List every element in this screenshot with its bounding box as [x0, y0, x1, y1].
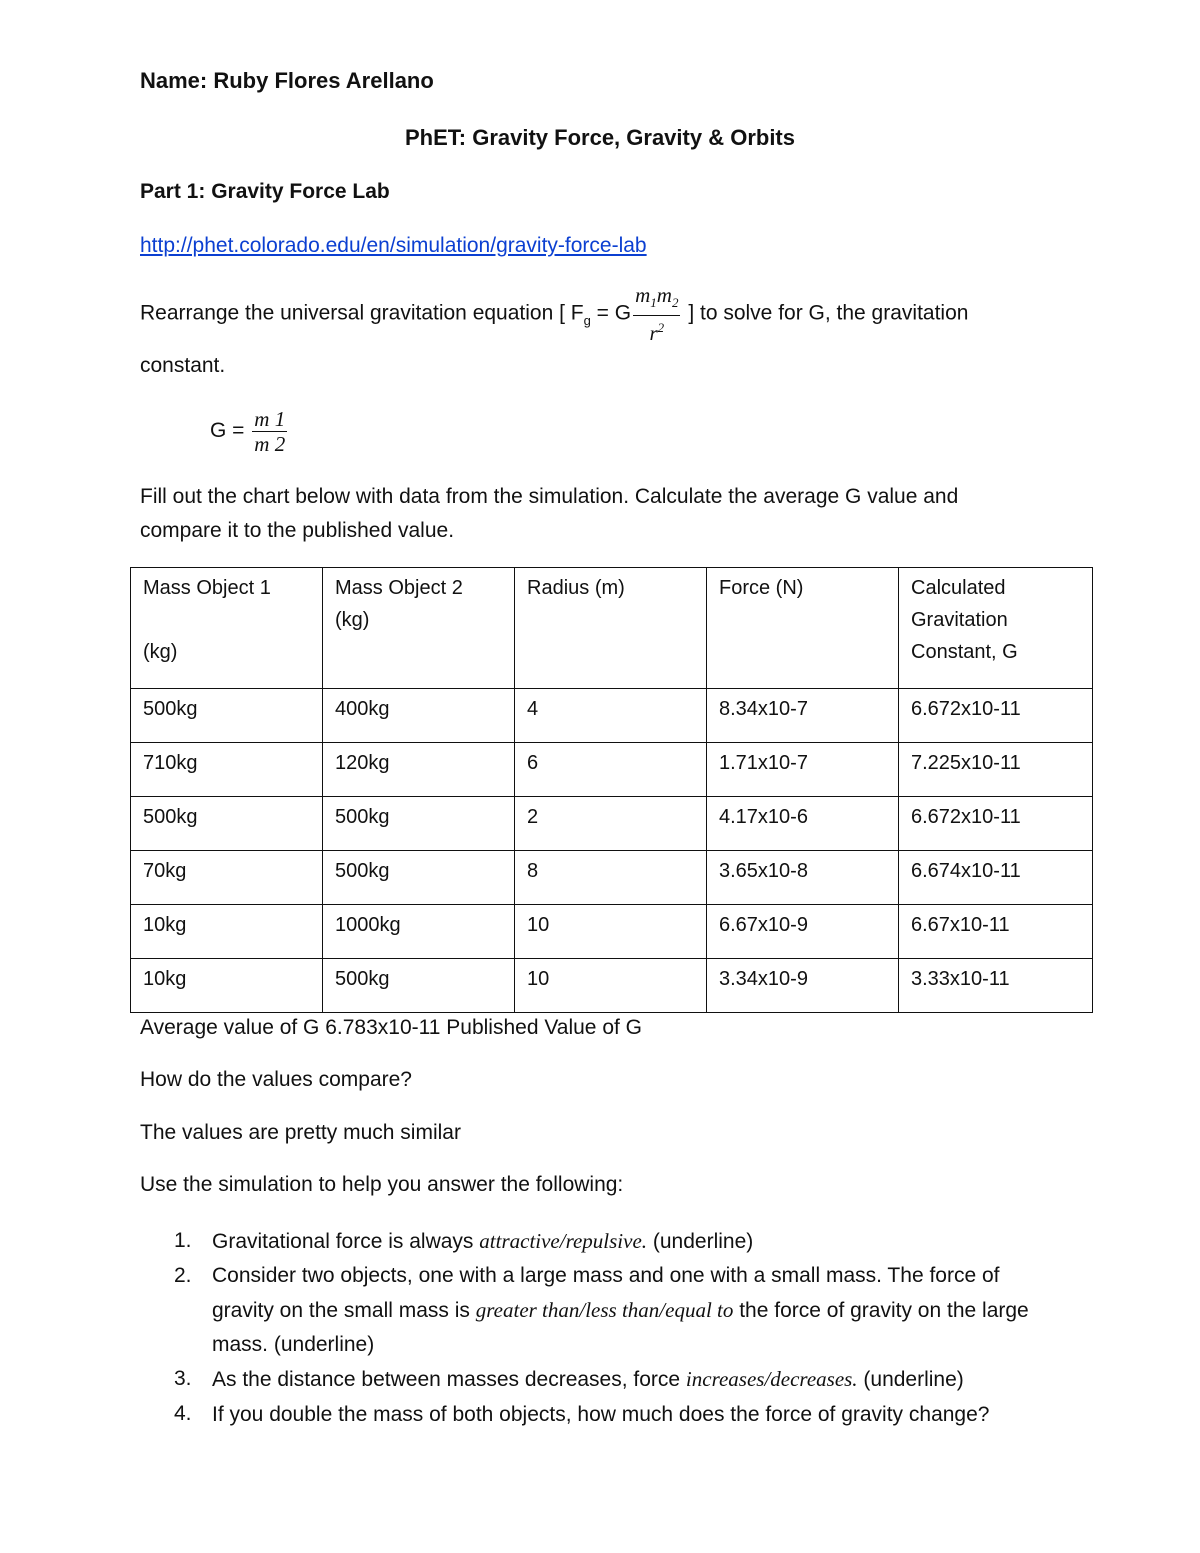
list-item — [140, 1224, 1060, 1259]
cell-radius[interactable]: 10 — [515, 905, 707, 959]
question-text: If you double the mass of both objects, how much does the force of gravity change? — [212, 1403, 990, 1426]
equation-eq-g: = G — [590, 301, 632, 325]
table-row — [131, 743, 1093, 797]
cell-radius[interactable]: 10 — [515, 959, 707, 1013]
cell-mass-2[interactable]: 400kg — [323, 689, 515, 743]
page-title: PhET: Gravity Force, Gravity & Orbits — [404, 125, 795, 150]
table-row — [131, 959, 1093, 1013]
question-choices: attractive/repulsive. — [479, 1229, 648, 1253]
question-choices: greater than/less than/equal to — [475, 1298, 734, 1322]
simulation-link[interactable]: http://phet.colorado.edu/en/simulation/gravity-force-lab — [140, 234, 647, 257]
instructions-line-1: Fill out the chart below with data from the simulation. Calculate the average G value and — [140, 485, 959, 508]
cell-radius[interactable]: 8 — [515, 851, 707, 905]
table-row — [131, 905, 1093, 959]
question-list — [140, 1224, 1060, 1432]
equation-line — [140, 284, 968, 344]
header-radius: Radius (m) — [515, 568, 707, 689]
numerator-sub2: 2 — [671, 295, 679, 311]
numerator-m2: m — [656, 283, 672, 307]
cell-mass-2[interactable]: 500kg — [323, 851, 515, 905]
list-item — [140, 1259, 1060, 1362]
cell-mass-2[interactable]: 500kg — [323, 797, 515, 851]
cell-mass-1[interactable]: 10kg — [131, 905, 323, 959]
question-number: 4. — [174, 1402, 192, 1425]
cell-mass-1[interactable]: 500kg — [131, 689, 323, 743]
question-text: Consider two objects, one with a large mass and one with a small mass. The force of gravity on the small mass is — [212, 1264, 1000, 1322]
cell-mass-1[interactable]: 500kg — [131, 797, 323, 851]
cell-radius[interactable]: 2 — [515, 797, 707, 851]
header-calculated-g: Calculated Gravitation Constant, G — [899, 568, 1093, 689]
cell-g[interactable]: 6.672x10-11 — [899, 797, 1093, 851]
question-text-end: the force of gravity on the large mass. (underline) — [212, 1299, 1029, 1356]
use-simulation-prompt: Use the simulation to help you answer the following: — [140, 1173, 624, 1196]
list-item — [140, 1362, 1060, 1397]
denominator-exp: 2 — [657, 320, 665, 336]
cell-force[interactable]: 6.67x10-9 — [707, 905, 899, 959]
numerator-sub1: 1 — [650, 295, 657, 311]
compare-answer: The values are pretty much similar — [140, 1121, 461, 1144]
cell-force[interactable]: 4.17x10-6 — [707, 797, 899, 851]
answer-denominator: m 2 — [254, 432, 286, 456]
header-mass-object-2: Mass Object 2 (kg) — [323, 568, 515, 689]
table-row — [131, 851, 1093, 905]
question-number: 3. — [174, 1367, 192, 1390]
question-number: 1. — [174, 1229, 192, 1252]
cell-radius[interactable]: 6 — [515, 743, 707, 797]
cell-mass-2[interactable]: 120kg — [323, 743, 515, 797]
cell-g[interactable]: 6.672x10-11 — [899, 689, 1093, 743]
cell-g[interactable]: 6.67x10-11 — [899, 905, 1093, 959]
table-header-row — [131, 568, 1093, 689]
question-text-end: (underline) — [857, 1368, 964, 1391]
cell-mass-1[interactable]: 70kg — [131, 851, 323, 905]
table-row — [131, 797, 1093, 851]
question-choices: increases/decreases. — [685, 1367, 858, 1391]
cell-mass-2[interactable]: 500kg — [323, 959, 515, 1013]
compare-question: How do the values compare? — [140, 1068, 412, 1091]
answer-numerator: m 1 — [254, 407, 286, 431]
equation-continuation: constant. — [140, 354, 226, 377]
average-g-line: Average value of G 6.783x10-11 Published Value of G — [140, 1016, 643, 1039]
cell-force[interactable]: 3.65x10-8 — [707, 851, 899, 905]
question-text: As the distance between masses decreases, force — [212, 1368, 686, 1391]
question-number: 2. — [174, 1264, 192, 1287]
equation-lead: Rearrange the universal gravitation equation [ F — [140, 301, 584, 325]
part-heading: Part 1: Gravity Force Lab — [140, 180, 390, 203]
list-item — [140, 1397, 1060, 1432]
cell-force[interactable]: 8.34x10-7 — [707, 689, 899, 743]
equation-sub-g: g — [583, 312, 591, 328]
instructions-line-2: compare it to the published value. — [140, 519, 455, 542]
student-name: Name: Ruby Flores Arellano — [140, 68, 434, 93]
answer-equation — [210, 408, 289, 455]
question-text: Gravitational force is always — [212, 1230, 480, 1253]
data-table — [130, 567, 1093, 1013]
answer-fraction — [252, 408, 287, 455]
cell-mass-1[interactable]: 710kg — [131, 743, 323, 797]
gravity-fraction — [633, 284, 680, 344]
numerator-m1: m — [635, 283, 651, 307]
cell-g[interactable]: 6.674x10-11 — [899, 851, 1093, 905]
cell-mass-1[interactable]: 10kg — [131, 959, 323, 1013]
cell-g[interactable]: 7.225x10-11 — [899, 743, 1093, 797]
answer-lhs: G = — [210, 419, 245, 443]
denominator-r: r — [649, 321, 658, 346]
table-row — [131, 689, 1093, 743]
cell-g[interactable]: 3.33x10-11 — [899, 959, 1093, 1013]
question-text-end: (underline) — [647, 1230, 754, 1253]
header-mass-object-1: Mass Object 1 (kg) — [131, 568, 323, 689]
equation-tail: ] to solve for G, the gravitation — [688, 301, 969, 325]
header-force: Force (N) — [707, 568, 899, 689]
cell-mass-2[interactable]: 1000kg — [323, 905, 515, 959]
cell-force[interactable]: 3.34x10-9 — [707, 959, 899, 1013]
cell-force[interactable]: 1.71x10-7 — [707, 743, 899, 797]
cell-radius[interactable]: 4 — [515, 689, 707, 743]
